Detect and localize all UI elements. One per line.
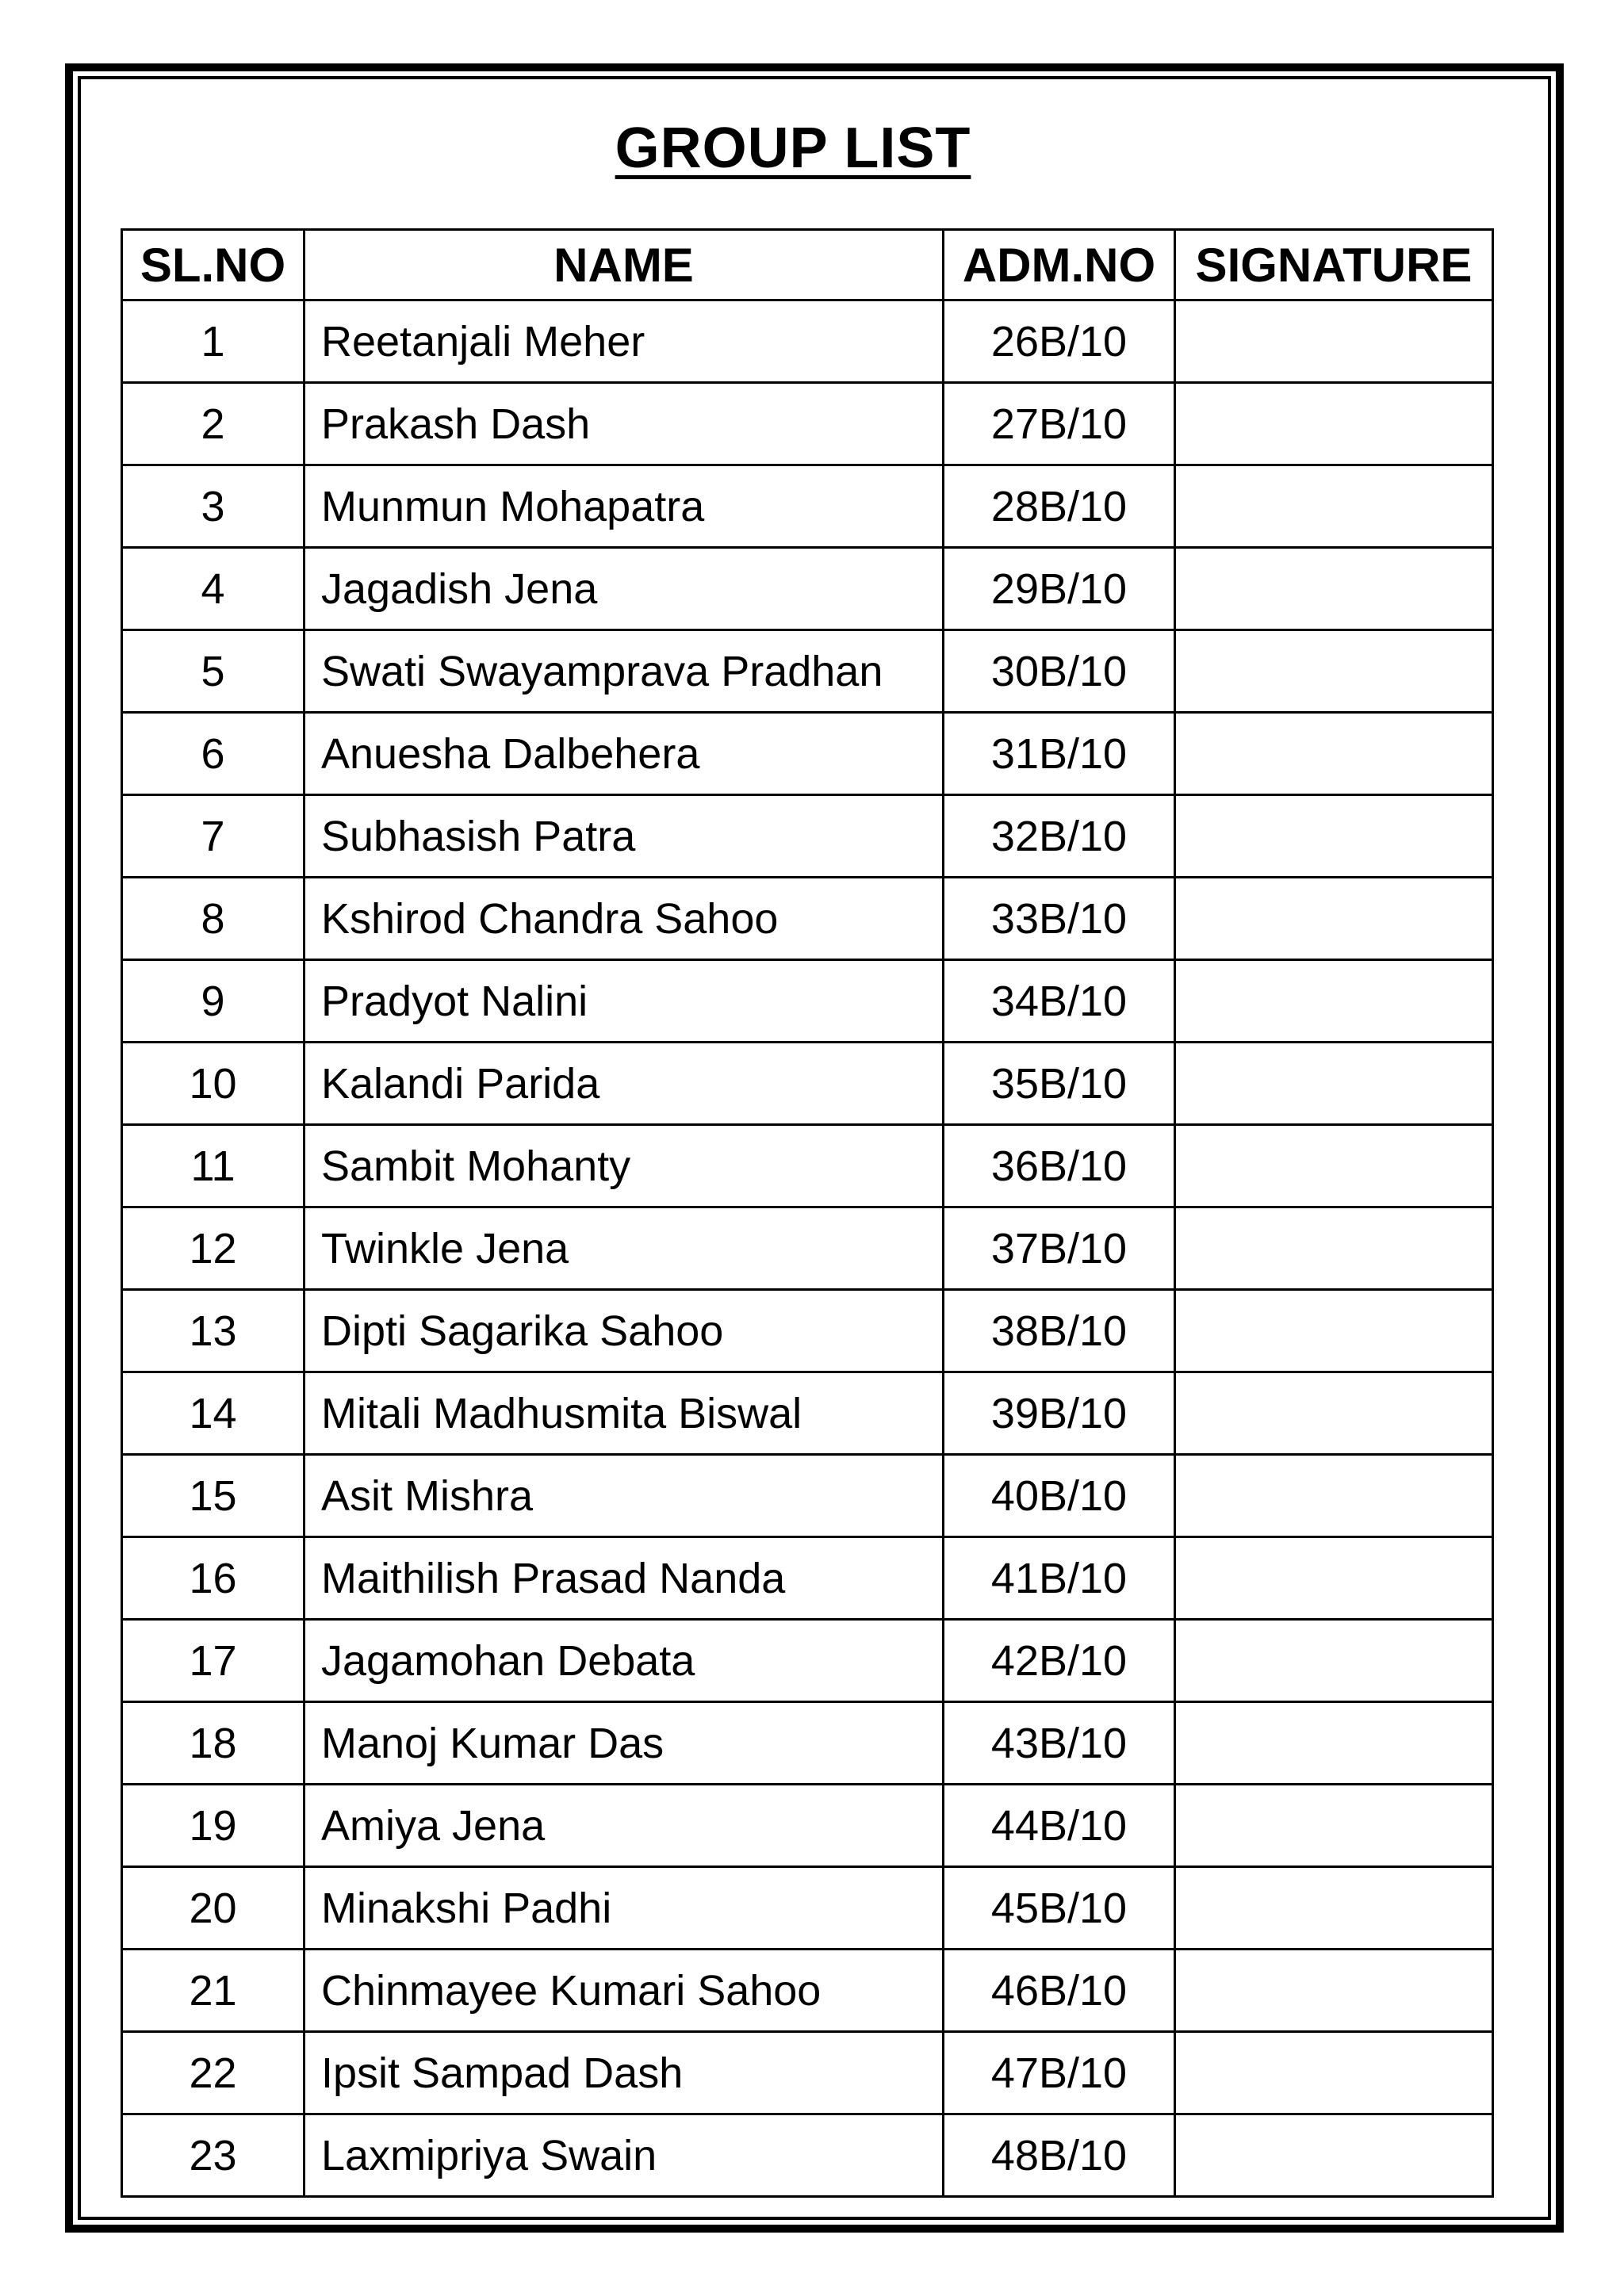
- cell-signature: [1175, 383, 1493, 465]
- cell-adm-no: 29B/10: [944, 548, 1175, 630]
- cell-signature: [1175, 2032, 1493, 2114]
- table-body: [122, 300, 1493, 2197]
- cell-sl-no: 20: [122, 1867, 304, 1950]
- table-row: [122, 2032, 1493, 2114]
- cell-signature: [1175, 1372, 1493, 1455]
- cell-signature: [1175, 878, 1493, 960]
- cell-name: Munmun Mohapatra: [304, 465, 944, 548]
- table-row: [122, 878, 1493, 960]
- cell-sl-no: 14: [122, 1372, 304, 1455]
- cell-sl-no: 13: [122, 1290, 304, 1372]
- cell-sl-no: 18: [122, 1702, 304, 1785]
- cell-sl-no: 11: [122, 1125, 304, 1207]
- cell-sl-no: 3: [122, 465, 304, 548]
- table-row: [122, 1372, 1493, 1455]
- cell-signature: [1175, 1950, 1493, 2032]
- table-row: [122, 630, 1493, 713]
- cell-name: Asit Mishra: [304, 1455, 944, 1537]
- cell-signature: [1175, 1702, 1493, 1785]
- cell-name: Mitali Madhusmita Biswal: [304, 1372, 944, 1455]
- cell-sl-no: 10: [122, 1043, 304, 1125]
- table-row: [122, 1290, 1493, 1372]
- cell-sl-no: 22: [122, 2032, 304, 2114]
- cell-adm-no: 31B/10: [944, 713, 1175, 795]
- cell-name: Sambit Mohanty: [304, 1125, 944, 1207]
- cell-sl-no: 6: [122, 713, 304, 795]
- cell-adm-no: 43B/10: [944, 1702, 1175, 1785]
- cell-adm-no: 34B/10: [944, 960, 1175, 1043]
- cell-name: Amiya Jena: [304, 1785, 944, 1867]
- cell-name: Kalandi Parida: [304, 1043, 944, 1125]
- cell-sl-no: 4: [122, 548, 304, 630]
- cell-signature: [1175, 1207, 1493, 1290]
- page-title: [0, 116, 1586, 181]
- table-header: [122, 230, 1493, 300]
- cell-signature: [1175, 713, 1493, 795]
- cell-sl-no: 21: [122, 1950, 304, 2032]
- cell-adm-no: 47B/10: [944, 2032, 1175, 2114]
- cell-signature: [1175, 960, 1493, 1043]
- cell-sl-no: 5: [122, 630, 304, 713]
- cell-signature: [1175, 1785, 1493, 1867]
- cell-sl-no: 16: [122, 1537, 304, 1620]
- cell-name: Jagadish Jena: [304, 548, 944, 630]
- table-row: [122, 300, 1493, 383]
- cell-name: Laxmipriya Swain: [304, 2114, 944, 2197]
- cell-name: Kshirod Chandra Sahoo: [304, 878, 944, 960]
- cell-adm-no: 37B/10: [944, 1207, 1175, 1290]
- cell-sl-no: 17: [122, 1620, 304, 1702]
- table-row: [122, 1043, 1493, 1125]
- header-sl-no: SL.NO: [122, 230, 304, 300]
- table-row: [122, 1207, 1493, 1290]
- table-row: [122, 1537, 1493, 1620]
- cell-adm-no: 38B/10: [944, 1290, 1175, 1372]
- cell-name: Manoj Kumar Das: [304, 1702, 944, 1785]
- table-row: [122, 2114, 1493, 2197]
- header-signature: SIGNATURE: [1175, 230, 1493, 300]
- cell-adm-no: 40B/10: [944, 1455, 1175, 1537]
- cell-name: Subhasish Patra: [304, 795, 944, 878]
- cell-signature: [1175, 1455, 1493, 1537]
- group-list-table: [121, 228, 1494, 2198]
- cell-name: Pradyot Nalini: [304, 960, 944, 1043]
- cell-sl-no: 2: [122, 383, 304, 465]
- cell-name: Dipti Sagarika Sahoo: [304, 1290, 944, 1372]
- cell-signature: [1175, 1620, 1493, 1702]
- table-row: [122, 1455, 1493, 1537]
- cell-adm-no: 35B/10: [944, 1043, 1175, 1125]
- cell-adm-no: 44B/10: [944, 1785, 1175, 1867]
- cell-sl-no: 8: [122, 878, 304, 960]
- table-row: [122, 1702, 1493, 1785]
- cell-adm-no: 28B/10: [944, 465, 1175, 548]
- group-list-table-wrap: [121, 228, 1492, 2198]
- cell-adm-no: 39B/10: [944, 1372, 1175, 1455]
- cell-adm-no: 45B/10: [944, 1867, 1175, 1950]
- cell-sl-no: 1: [122, 300, 304, 383]
- header-name: NAME: [304, 230, 944, 300]
- cell-name: Jagamohan Debata: [304, 1620, 944, 1702]
- table-row: [122, 383, 1493, 465]
- cell-adm-no: 27B/10: [944, 383, 1175, 465]
- cell-sl-no: 15: [122, 1455, 304, 1537]
- cell-signature: [1175, 2114, 1493, 2197]
- cell-adm-no: 48B/10: [944, 2114, 1175, 2197]
- table-row: [122, 1950, 1493, 2032]
- cell-adm-no: 26B/10: [944, 300, 1175, 383]
- cell-signature: [1175, 548, 1493, 630]
- cell-signature: [1175, 1043, 1493, 1125]
- cell-signature: [1175, 300, 1493, 383]
- cell-adm-no: 30B/10: [944, 630, 1175, 713]
- cell-sl-no: 23: [122, 2114, 304, 2197]
- table-row: [122, 1867, 1493, 1950]
- page-title-text: GROUP LIST: [615, 117, 971, 180]
- cell-name: Chinmayee Kumari Sahoo: [304, 1950, 944, 2032]
- cell-adm-no: 46B/10: [944, 1950, 1175, 2032]
- cell-signature: [1175, 1290, 1493, 1372]
- table-row: [122, 795, 1493, 878]
- cell-adm-no: 32B/10: [944, 795, 1175, 878]
- cell-name: Twinkle Jena: [304, 1207, 944, 1290]
- cell-name: Maithilish Prasad Nanda: [304, 1537, 944, 1620]
- header-row: [122, 230, 1493, 300]
- cell-signature: [1175, 1125, 1493, 1207]
- cell-sl-no: 9: [122, 960, 304, 1043]
- cell-adm-no: 42B/10: [944, 1620, 1175, 1702]
- cell-signature: [1175, 1867, 1493, 1950]
- cell-name: Anuesha Dalbehera: [304, 713, 944, 795]
- table-row: [122, 548, 1493, 630]
- cell-sl-no: 19: [122, 1785, 304, 1867]
- table-row: [122, 1785, 1493, 1867]
- cell-name: Ipsit Sampad Dash: [304, 2032, 944, 2114]
- cell-adm-no: 41B/10: [944, 1537, 1175, 1620]
- cell-sl-no: 12: [122, 1207, 304, 1290]
- header-adm-no: ADM.NO: [944, 230, 1175, 300]
- table-row: [122, 1125, 1493, 1207]
- cell-name: Reetanjali Meher: [304, 300, 944, 383]
- cell-adm-no: 36B/10: [944, 1125, 1175, 1207]
- table-row: [122, 1620, 1493, 1702]
- cell-adm-no: 33B/10: [944, 878, 1175, 960]
- cell-signature: [1175, 630, 1493, 713]
- cell-sl-no: 7: [122, 795, 304, 878]
- table-row: [122, 465, 1493, 548]
- cell-signature: [1175, 465, 1493, 548]
- cell-signature: [1175, 795, 1493, 878]
- cell-name: Swati Swayamprava Pradhan: [304, 630, 944, 713]
- cell-name: Minakshi Padhi: [304, 1867, 944, 1950]
- table-row: [122, 960, 1493, 1043]
- cell-name: Prakash Dash: [304, 383, 944, 465]
- cell-signature: [1175, 1537, 1493, 1620]
- table-row: [122, 713, 1493, 795]
